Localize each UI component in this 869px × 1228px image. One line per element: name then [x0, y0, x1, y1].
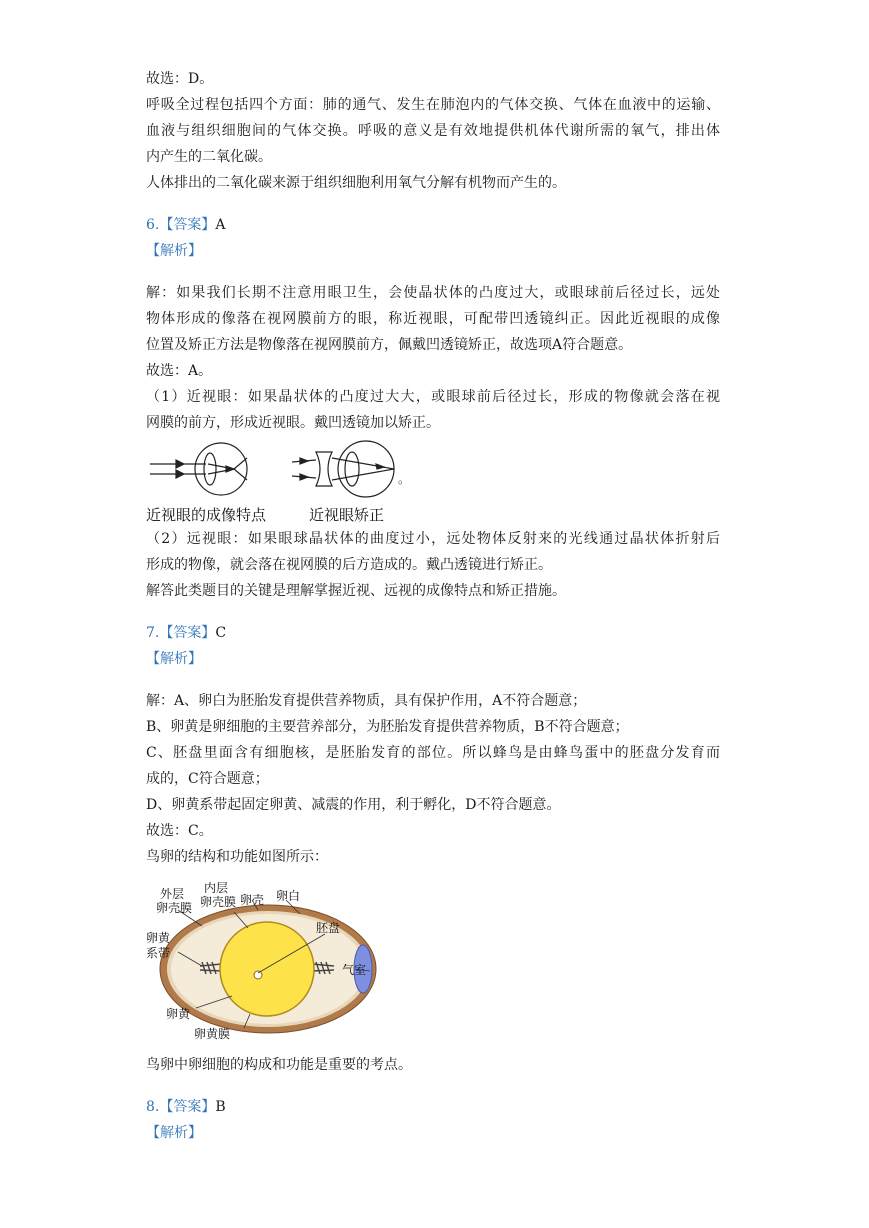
text-line: 内产生的二氧化碳。: [146, 149, 272, 165]
label-outer-membrane: 卵壳膜: [156, 901, 193, 915]
text-line: 故选：C。: [146, 823, 213, 839]
text-line: （2）远视眼：如果眼球晶状体的曲度过小，远处物体反射来的光线通过晶状体折射后: [146, 531, 720, 547]
label-blastodisc: 胚盘: [316, 921, 341, 935]
text-line: （1）近视眼：如果晶状体的凸度过大大，或眼球前后径过长，形成的物像就会落在视: [146, 389, 720, 405]
answer-tag: 【答案】: [159, 625, 216, 641]
label-yolk: 卵黄: [166, 1007, 191, 1021]
label-chalaza: 卵黄: [146, 931, 171, 945]
bird-egg-diagram: [140, 876, 390, 1046]
text-line: C、胚盘里面含有细胞核，是胚胎发育的部位。所以蜂鸟是由蜂鸟蛋中的胚盘分发育而: [146, 745, 720, 761]
text-line: 网膜的前方，形成近视眼。戴凹透镜加以矫正。: [146, 415, 440, 431]
answer-heading: [146, 215, 225, 235]
question-number: 7.: [146, 625, 160, 641]
analysis-tag: 【解析】: [146, 651, 202, 667]
text-line: 形成的物像，就会落在视网膜的后方造成的。戴凸透镜进行矫正。: [146, 557, 552, 573]
figure-dot: 。: [398, 472, 411, 486]
answer-value: A: [215, 217, 226, 233]
text-line: 成的，C符合题意；: [146, 771, 269, 787]
text-line: 呼吸全过程包括四个方面：肺的通气、发生在肺泡内的气体交换、气体在血液中的运输、: [146, 97, 720, 113]
label-inner-membrane: 卵壳膜: [200, 895, 237, 909]
label-albumen: 卵白: [276, 889, 301, 903]
caption-myopia-imaging: 近视眼的成像特点: [146, 506, 267, 524]
label-chalaza: 系带: [146, 946, 171, 960]
label-yolk-membrane: 卵黄膜: [194, 1027, 231, 1041]
text-line: D、卵黄系带起固定卵黄、减震的作用，利于孵化，D不符合题意。: [146, 797, 561, 813]
text-line: 位置及矫正方法是物像落在视网膜前方，佩戴凹透镜矫正，故选项A符合题意。: [146, 337, 633, 353]
myopia-figure: [146, 440, 416, 528]
text-line: 物体形成的像落在视网膜前方的眼，称近视眼，可配带凹透镜纠正。因此近视眼的成像: [146, 311, 720, 327]
question-number: 8.: [146, 1099, 160, 1115]
text-line: 解：A、卵白为胚胎发育提供营养物质，具有保护作用，A不符合题意；: [146, 693, 587, 709]
answer-heading: [146, 623, 226, 643]
answer-tag: 【答案】: [159, 217, 216, 233]
answer-value: B: [215, 1099, 226, 1115]
text-line: 解答此类题目的关键是理解掌握近视、远视的成像特点和矫正措施。: [146, 583, 566, 599]
answer-tag: 【答案】: [159, 1099, 216, 1115]
label-shell: 卵壳: [240, 893, 265, 907]
label-inner-membrane: 内层: [204, 881, 229, 895]
label-air-cell: 气室: [342, 963, 367, 977]
text-line: 血液与组织细胞间的气体交换。呼吸的意义是有效地提供机体代谢所需的氧气，排出体: [146, 123, 720, 139]
answer-value: C: [215, 625, 227, 641]
caption-myopia-correction: 近视眼矫正: [309, 506, 385, 524]
text-line: 鸟卵的结构和功能如图所示：: [146, 849, 328, 865]
text-line: 故选：D。: [146, 71, 214, 87]
text-line: 故选：A。: [146, 363, 213, 379]
analysis-tag: 【解析】: [146, 243, 202, 259]
text-line: 人体排出的二氧化碳来源于组织细胞利用氧气分解有机物而产生的。: [146, 175, 566, 191]
answer-heading: [146, 1097, 226, 1117]
text-line: B、卵黄是卵细胞的主要营养部分，为胚胎发育提供营养物质，B不符合题意；: [146, 719, 629, 735]
myopia-diagram: [146, 440, 416, 504]
question-number: 6.: [146, 217, 160, 233]
label-outer-membrane: 外层: [160, 887, 185, 901]
text-line: 解：如果我们长期不注意用眼卫生，会使晶状体的凸度过大，或眼球前后径过长，远处: [146, 285, 720, 301]
text-line: 鸟卵中卵细胞的构成和功能是重要的考点。: [146, 1057, 412, 1073]
analysis-tag: 【解析】: [146, 1125, 202, 1141]
